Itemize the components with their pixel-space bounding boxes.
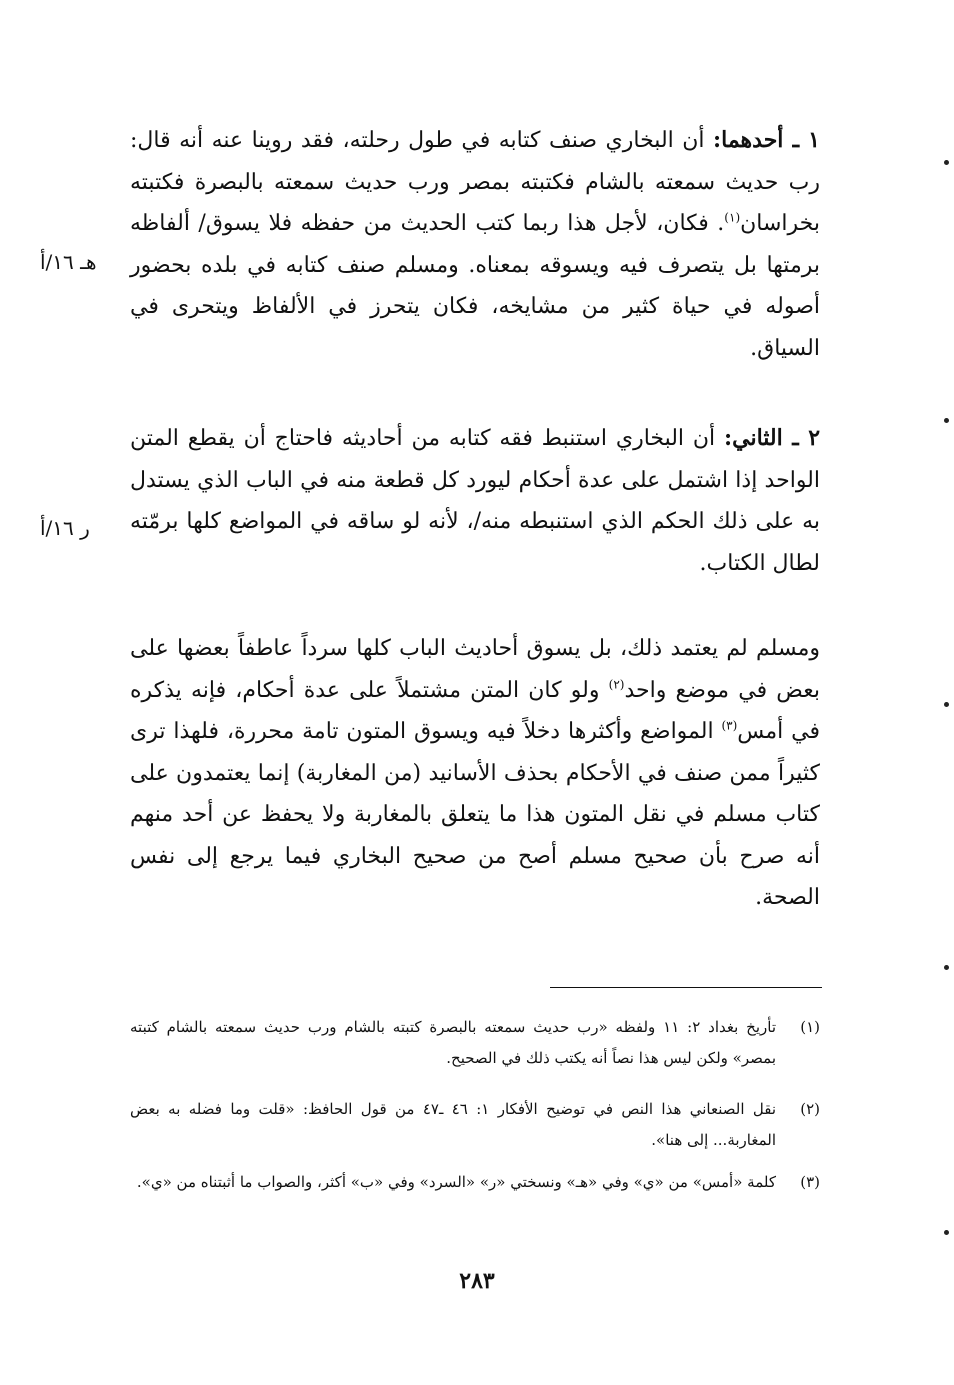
scan-dot <box>944 160 949 165</box>
footnote <box>130 1167 820 1198</box>
paragraph-three <box>130 628 820 919</box>
paragraph-label: ١ ـ أحدهما: <box>713 127 820 153</box>
footnote-text: تأريخ بغداد ٢: ١١ ولفظه «رب حديث سمعته بالبصرة كتبته بالشام ورب حديث سمعته بالشام كتبته بمصر» ولكن ليس هذا نصاً أنه يكتب ذلك في الصحيح. <box>130 1018 776 1067</box>
paragraph-text-cont: . فكان، لأجل هذا ربما كتب الحديث من حفظه فلا يسوق/ ألفاظه برمتها بل يتصرف فيه ويسوقه بمعناه. ومسلم صنف كتابه في بلده بحضور أصوله في حياة كثير من مشايخه، فكان يتحرز في الألفاظ ويتحرى في السياق. <box>130 211 820 361</box>
paragraph-text-cont: المواضع وأكثرها دخلاً فيه ويسوق المتون تامة محررة، فلهذا ترى كثيراً ممن صنف في الأحكام بحذف الأسانيد (من المغاربة) إنما يعتمدون على كتاب مسلم في نقل المتون هذا ما يتعلق بالمغاربة ولا يحفظ عن أحد منهم أنه صرح بأن صحيح مسلم أصح من صحيح البخاري فيما يرجع إلى نفس الصحة. <box>130 719 820 910</box>
paragraph-two <box>130 418 820 584</box>
footnote <box>130 1094 820 1156</box>
paragraph-text: أن البخاري استنبط فقه كتابه من أحاديثه فاحتاج أن يقطع المتن الواحد إذا اشتمل على عدة أحكام ليورد كل قطعة منه في الباب الذي يستدل به على ذلك الحكم الذي استنبطه منه/، لأنه لو ساقه في المواضع كلها برمّته لطال الكتاب. <box>130 426 820 576</box>
paragraph-one <box>130 120 820 369</box>
footnote-ref[interactable]: (٣) <box>721 718 738 733</box>
paragraph-text: أن البخاري صنف كتابه في طول رحلته، فقد روينا عنه أنه قال: رب حديث سمعته بالشام فكتبته بمصر ورب حديث سمعته بالبصرة فكتبته بخراسان <box>130 128 820 236</box>
footnote-separator <box>550 987 822 988</box>
margin-note: ر ١٦/أ <box>40 516 90 540</box>
footnote-ref[interactable]: (١) <box>724 210 741 225</box>
paragraph-text-cont: ولو كان المتن مشتملاً على عدة أحكام، فإنه يذكره في أمس <box>130 677 820 744</box>
paragraph-text: ومسلم لم يعتمد ذلك، بل يسوق أحاديث الباب كلها سرداً عاطفاً بعضها على بعض في موضع واحد <box>130 636 820 703</box>
footnote <box>130 1012 820 1074</box>
scan-dot <box>944 1230 949 1235</box>
footnote-ref[interactable]: (٢) <box>608 677 625 692</box>
page-number: ٢٨٣ <box>459 1268 495 1294</box>
footnote-text: كلمة «أمس» من «ي» وفي «هـ» ونسختي «ر» «السرد» وفي «ب» أكثر، والصواب ما أثبتناه من «ي». <box>136 1173 776 1191</box>
footnote-number: (٢) <box>800 1100 820 1118</box>
scan-dot <box>944 965 949 970</box>
footnote-number: (١) <box>800 1018 820 1036</box>
footnote-number: (٣) <box>800 1173 820 1191</box>
scan-dot <box>944 418 949 423</box>
margin-note: هـ ١٦/أ <box>40 250 97 274</box>
footnote-text: نقل الصنعاني هذا النص في توضيح الأفكار ١: ٤٦ ـ٤٧ من قول الحافظ: «قلت وما فضله به بعض المغاربة... إلى هنا». <box>130 1100 776 1149</box>
scan-dot <box>944 702 949 707</box>
paragraph-label: ٢ ـ الثاني: <box>724 425 821 451</box>
